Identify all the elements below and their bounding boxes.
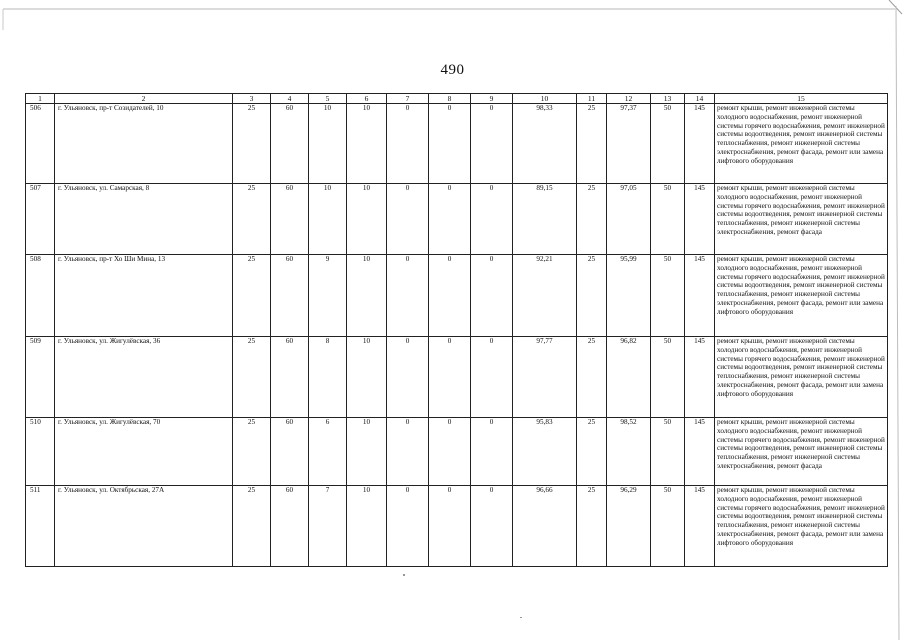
value-cell: 7 [309, 486, 347, 567]
value-cell: 96,29 [607, 486, 651, 567]
value-cell: 50 [651, 184, 685, 255]
value-cell: 60 [271, 184, 309, 255]
value-cell: 89,15 [513, 184, 577, 255]
value-cell: 8 [309, 337, 347, 418]
address-cell: г. Ульяновск, ул. Жигулёвская, 70 [55, 418, 233, 486]
value-cell: 0 [429, 486, 471, 567]
value-cell: 10 [347, 255, 387, 337]
value-cell: 10 [347, 337, 387, 418]
value-cell: 0 [387, 337, 429, 418]
value-cell: 25 [233, 418, 271, 486]
row-number: 508 [26, 255, 55, 337]
works-cell: ремонт крыши, ремонт инженерной системы холодного водоснабжения, ремонт инженерной системы горячего водоснабжения, ремонт инженерной системы водоотведения, ремонт инженерной системы теплоснабжения, ремонт инженерной системы электроснабжения, ремонт фасада, ремонт или замена лифтового оборудования [715, 255, 888, 337]
value-cell: 0 [387, 486, 429, 567]
value-cell: 9 [309, 255, 347, 337]
value-cell: 25 [577, 184, 607, 255]
column-header: 6 [347, 94, 387, 104]
row-number: 510 [26, 418, 55, 486]
value-cell: 0 [387, 418, 429, 486]
column-header: 15 [715, 94, 888, 104]
value-cell: 0 [387, 255, 429, 337]
column-header: 3 [233, 94, 271, 104]
row-number: 509 [26, 337, 55, 418]
value-cell: 25 [233, 104, 271, 184]
scan-speck [403, 574, 405, 576]
row-number: 506 [26, 104, 55, 184]
page-number: 490 [440, 62, 465, 78]
value-cell: 95,83 [513, 418, 577, 486]
address-cell: г. Ульяновск, ул. Самарская, 8 [55, 184, 233, 255]
value-cell: 10 [309, 104, 347, 184]
column-header: 7 [387, 94, 429, 104]
value-cell: 96,82 [607, 337, 651, 418]
value-cell: 0 [471, 337, 513, 418]
works-cell: ремонт крыши, ремонт инженерной системы холодного водоснабжения, ремонт инженерной системы горячего водоснабжения, ремонт инженерной системы водоотведения, ремонт инженерной системы теплоснабжения, ремонт инженерной системы электроснабжения, ремонт фасада [715, 184, 888, 255]
value-cell: 145 [685, 255, 715, 337]
value-cell: 0 [429, 337, 471, 418]
address-cell: г. Ульяновск, ул. Октябрьская, 27А [55, 486, 233, 567]
table-row [26, 255, 888, 337]
value-cell: 98,52 [607, 418, 651, 486]
value-cell: 0 [429, 418, 471, 486]
column-header: 12 [607, 94, 651, 104]
value-cell: 0 [387, 184, 429, 255]
value-cell: 50 [651, 418, 685, 486]
value-cell: 97,05 [607, 184, 651, 255]
value-cell: 50 [651, 104, 685, 184]
column-header: 4 [271, 94, 309, 104]
table-row [26, 418, 888, 486]
value-cell: 97,37 [607, 104, 651, 184]
column-header: 8 [429, 94, 471, 104]
column-header: 11 [577, 94, 607, 104]
value-cell: 98,33 [513, 104, 577, 184]
value-cell: 25 [577, 104, 607, 184]
value-cell: 145 [685, 418, 715, 486]
value-cell: 0 [387, 104, 429, 184]
table-row [26, 104, 888, 184]
value-cell: 25 [577, 337, 607, 418]
value-cell: 0 [471, 486, 513, 567]
value-cell: 10 [347, 184, 387, 255]
value-cell: 25 [577, 255, 607, 337]
value-cell: 145 [685, 184, 715, 255]
value-cell: 60 [271, 486, 309, 567]
value-cell: 25 [233, 184, 271, 255]
value-cell: 95,99 [607, 255, 651, 337]
value-cell: 10 [347, 418, 387, 486]
value-cell: 145 [685, 337, 715, 418]
column-header: 9 [471, 94, 513, 104]
value-cell: 10 [347, 486, 387, 567]
row-number: 507 [26, 184, 55, 255]
value-cell: 50 [651, 337, 685, 418]
column-header: 14 [685, 94, 715, 104]
column-header: 2 [55, 94, 233, 104]
address-cell: г. Ульяновск, ул. Жигулёвская, 36 [55, 337, 233, 418]
value-cell: 0 [471, 104, 513, 184]
column-header: 5 [309, 94, 347, 104]
value-cell: 0 [471, 418, 513, 486]
value-cell: 10 [309, 184, 347, 255]
value-cell: 0 [471, 255, 513, 337]
value-cell: 96,66 [513, 486, 577, 567]
works-cell: ремонт крыши, ремонт инженерной системы холодного водоснабжения, ремонт инженерной системы горячего водоснабжения, ремонт инженерной системы водоотведения, ремонт инженерной системы теплоснабжения, ремонт инженерной системы электроснабжения, ремонт фасада, ремонт или замена лифтового оборудования [715, 337, 888, 418]
value-cell: 97,77 [513, 337, 577, 418]
address-cell: г. Ульяновск, пр-т Хо Ши Мина, 13 [55, 255, 233, 337]
value-cell: 145 [685, 104, 715, 184]
table-row [26, 486, 888, 567]
column-header: 13 [651, 94, 685, 104]
value-cell: 25 [233, 337, 271, 418]
value-cell: 60 [271, 418, 309, 486]
value-cell: 60 [271, 255, 309, 337]
repair-schedule-table [25, 93, 888, 567]
table-row [26, 337, 888, 418]
value-cell: 145 [685, 486, 715, 567]
header-row [26, 94, 888, 104]
value-cell: 25 [577, 486, 607, 567]
value-cell: 50 [651, 486, 685, 567]
value-cell: 6 [309, 418, 347, 486]
value-cell: 25 [577, 418, 607, 486]
value-cell: 25 [233, 486, 271, 567]
scan-speck [520, 617, 522, 618]
value-cell: 0 [429, 255, 471, 337]
value-cell: 25 [233, 255, 271, 337]
value-cell: 0 [429, 184, 471, 255]
value-cell: 60 [271, 104, 309, 184]
value-cell: 50 [651, 255, 685, 337]
table-row [26, 184, 888, 255]
address-cell: г. Ульяновск, пр-т Созидателей, 10 [55, 104, 233, 184]
row-number: 511 [26, 486, 55, 567]
value-cell: 0 [471, 184, 513, 255]
works-cell: ремонт крыши, ремонт инженерной системы холодного водоснабжения, ремонт инженерной системы горячего водоснабжения, ремонт инженерной системы водоотведения, ремонт инженерной системы теплоснабжения, ремонт инженерной системы электроснабжения, ремонт фасада, ремонт или замена лифтового оборудования [715, 486, 888, 567]
value-cell: 92,21 [513, 255, 577, 337]
value-cell: 60 [271, 337, 309, 418]
works-cell: ремонт крыши, ремонт инженерной системы холодного водоснабжения, ремонт инженерной системы горячего водоснабжения, ремонт инженерной системы водоотведения, ремонт инженерной системы теплоснабжения, ремонт инженерной системы электроснабжения, ремонт фасада, ремонт или замена лифтового оборудования [715, 104, 888, 184]
value-cell: 0 [429, 104, 471, 184]
value-cell: 10 [347, 104, 387, 184]
works-cell: ремонт крыши, ремонт инженерной системы холодного водоснабжения, ремонт инженерной системы горячего водоснабжения, ремонт инженерной системы водоотведения, ремонт инженерной системы теплоснабжения, ремонт инженерной системы электроснабжения, ремонт фасада [715, 418, 888, 486]
column-header: 1 [26, 94, 55, 104]
column-header: 10 [513, 94, 577, 104]
